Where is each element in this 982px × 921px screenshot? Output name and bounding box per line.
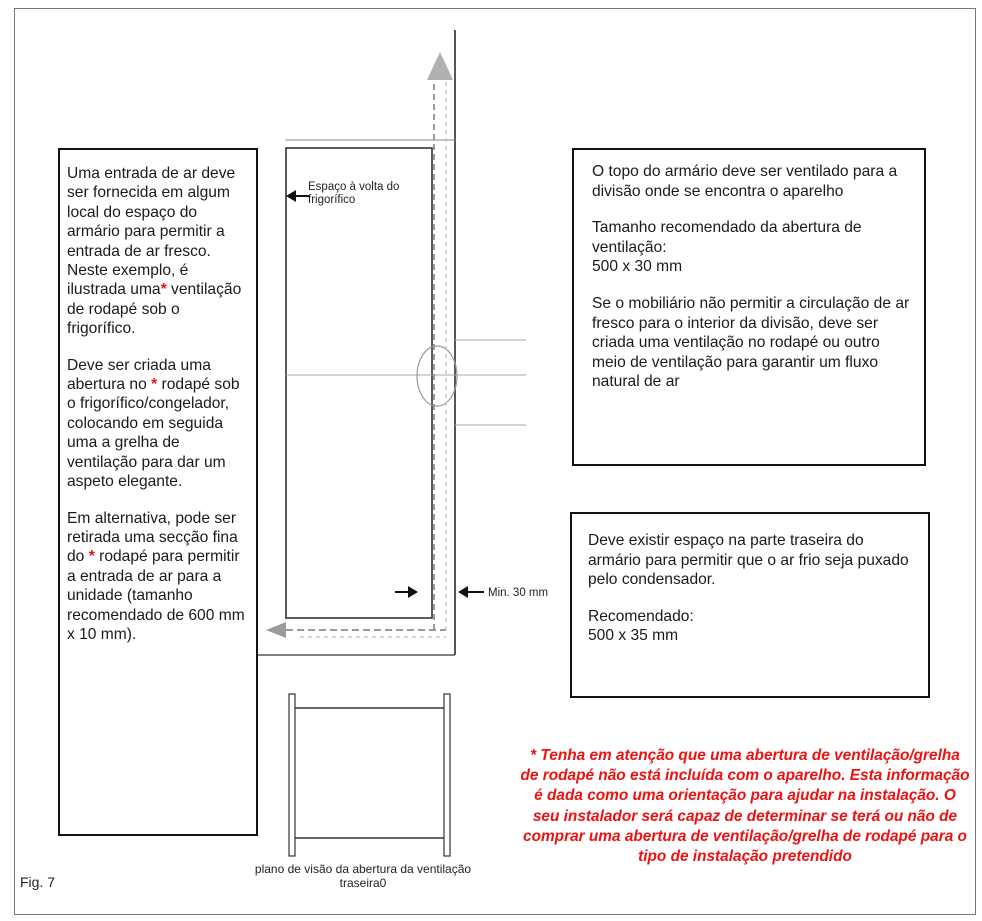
plan-view-left-post: [289, 694, 295, 856]
left-paragraph-2: Deve ser criada uma abertura no * rodapé sob o frigorífico/congelador, colocando em seguida uma a grelha de ventilação para dar um aspeto elegante.: [67, 356, 240, 491]
left-paragraph-3: Em alternativa, pode ser retirada uma secção fina do * rodapé para permitir a entrada de ar para a unidade (tamanho recomendado de 600 mm x 10 mm).: [67, 509, 245, 643]
rear-clearance-info-box: [570, 512, 930, 698]
figure-number: Fig. 7: [20, 874, 56, 890]
plan-view-right-post: [444, 694, 450, 856]
fridge-outline: [286, 148, 432, 618]
min-clearance-label: Min. 30 mm: [488, 587, 549, 599]
top-right-paragraph-2: Tamanho recomendado da abertura de ventilação: 500 x 30 mm: [592, 219, 862, 276]
top-ventilation-info-box: [572, 148, 926, 466]
airflow-inlet-arrowhead: [266, 622, 286, 638]
plan-view-caption: plano de visão da abertura da ventilação traseira0: [254, 862, 472, 890]
min-arrow-left-head: [408, 586, 418, 598]
top-right-paragraph-3: Se o mobiliário não permitir a circulação de ar fresco para o interior da divisão, deve ser criada uma ventilação no rodapé ou outro meio de ventilação para garantir um fluxo natural de ar: [592, 294, 910, 391]
top-right-paragraph-1: O topo do armário deve ser ventilado para a divisão onde se encontra o aparelho: [592, 163, 898, 200]
disclaimer-note: * Tenha em atenção que uma abertura de ventilação/grelha de rodapé não está incluída com o aparelho. Esta informação é dada como uma orientação para ajudar na instalação. O seu instalador será capaz de determinar se terá ou não de comprar uma abertura de ventilação/grelha de rodapé para o tipo de instalação pretendido: [520, 747, 970, 866]
bottom-right-paragraph-1: Deve existir espaço na parte traseira do armário para permitir que o ar frio seja puxado pelo condensador.: [588, 532, 909, 589]
asterisk-marker: *: [151, 376, 158, 394]
air-inlet-info-box: [58, 148, 258, 836]
asterisk-marker: *: [160, 281, 167, 299]
gap-label: Espaço à volta do frigorífico: [308, 181, 400, 206]
airflow-up-arrowhead: [427, 52, 453, 80]
min-arrow-right-head: [458, 586, 468, 598]
gap-arrowhead: [286, 190, 296, 202]
left-paragraph-1: Uma entrada de ar deve ser fornecida em algum local do espaço do armário para permitir a entrada de ar fresco. Neste exemplo, é ilustrada uma* ventilação de rodapé sob o frigorífico.: [67, 165, 242, 338]
gap-highlight-ellipse: [417, 346, 457, 406]
bottom-right-paragraph-2: Recomendado: 500 x 35 mm: [588, 607, 694, 645]
asterisk-marker: *: [88, 548, 95, 566]
